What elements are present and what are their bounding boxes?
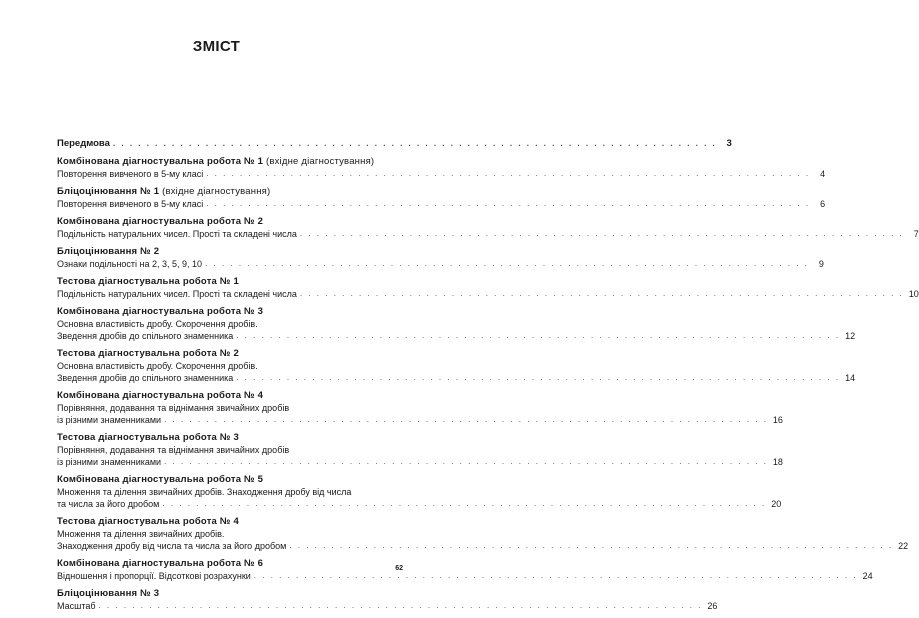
dot-leader: . . . . . . . . . . . . . . . . . . . . . . . . . . . . . . . . . . . . . . . . . . . . . . . . . . . . . . . . . . . . . . . . . . . . . . . . — [164, 415, 768, 424]
toc-text-line — [57, 258, 824, 270]
toc-heading-title: Комбінована діагностувальна робота № 1 — [57, 156, 264, 167]
toc-line-text: Зведення дробів до спільного знаменника — [57, 373, 234, 383]
toc-page-number: 4 — [820, 169, 826, 179]
toc-page-number: 12 — [845, 331, 856, 341]
toc-line-text: Зведення дробів до спільного знаменника — [57, 331, 234, 341]
toc-line-text: Основна властивість дробу. Скорочення дробів. — [57, 361, 258, 371]
toc-text-line — [57, 600, 718, 612]
toc-line-text: Порівняння, додавання та віднімання звичайних дробів — [57, 445, 290, 455]
toc-heading — [57, 186, 375, 198]
toc-text-line — [57, 372, 856, 384]
toc-page-number: 18 — [772, 457, 783, 467]
toc-entry — [57, 246, 824, 270]
toc-entry — [57, 276, 919, 300]
toc-heading — [57, 390, 375, 402]
toc-entry — [57, 432, 783, 468]
toc-line-text: із різними знаменниками — [57, 415, 162, 425]
toc-text-line — [57, 168, 826, 180]
toc-text-line — [57, 456, 783, 468]
toc-line-text: Відношення і пропорції. Відсоткові розрахунки — [57, 571, 251, 581]
toc-line-text: Множення та ділення звичайних дробів. — [57, 529, 225, 539]
toc-heading — [57, 348, 375, 360]
toc-heading — [57, 432, 375, 444]
toc-heading — [57, 306, 375, 318]
toc-heading — [57, 516, 375, 528]
dot-leader: . . . . . . . . . . . . . . . . . . . . . . . . . . . . . . . . . . . . . . . . . . . . . . . . . . . . . . . . . . . . . . . . . . . . . . . . — [206, 199, 811, 208]
toc-heading-title: Тестова діагностувальна робота № 3 — [57, 432, 239, 443]
dot-leader: . . . . . . . . . . . . . . . . . . . . . . . . . . . . . . . . . . . . . . . . . . . . . . . . . . . . . . . . . . . . . . . . . . . . . . . . — [299, 229, 904, 238]
toc-entry — [57, 186, 826, 210]
toc-entry — [57, 348, 856, 384]
toc-text-line — [57, 498, 782, 510]
toc-heading-title: Бліцоцінювання № 3 — [57, 588, 160, 599]
dot-leader: . . . . . . . . . . . . . . . . . . . . . . . . . . . . . . . . . . . . . . . . . . . . . . . . . . . . . . . . . . . . . . . . . . . . . . . . — [164, 457, 768, 466]
toc-text-line — [57, 486, 375, 498]
toc-entry — [57, 516, 909, 552]
dot-leader: . . . . . . . . . . . . . . . . . . . . . . . . . . . . . . . . . . . . . . . . . . . . . . . . . . . . . . . . . . . . . . . . . . . . . . . . — [206, 169, 811, 178]
toc-heading-note: (вхідне діагностування) — [263, 156, 375, 167]
toc-entry — [57, 138, 732, 150]
toc-page-number: 16 — [772, 415, 783, 425]
toc-heading-title: Тестова діагностувальна робота № 4 — [57, 516, 239, 527]
toc-heading-title: Комбінована діагностувальна робота № 4 — [57, 390, 264, 401]
toc-line-text: та числа за його дробом — [57, 499, 160, 509]
toc-line-text: Масштаб — [57, 601, 96, 611]
toc-heading-title: Тестова діагностувальна робота № 2 — [57, 348, 239, 359]
toc-entry — [57, 390, 783, 426]
toc-page-number: 7 — [913, 229, 919, 239]
toc-line-text: Повторення вивченого в 5-му класі — [57, 199, 204, 209]
toc-text-line — [57, 528, 375, 540]
toc-text-line — [57, 360, 375, 372]
toc-page-number: 20 — [771, 499, 782, 509]
dot-leader: . . . . . . . . . . . . . . . . . . . . . . . . . . . . . . . . . . . . . . . . . . . . . . . . . . . . . . . . . . . . . . . . . . . . . . . . — [162, 499, 767, 508]
page-title: ЗМІСТ — [192, 38, 241, 55]
dot-leader: . . . . . . . . . . . . . . . . . . . . . . . . . . . . . . . . . . . . . . . . . . . . . . . . . . . . . . . . . . . . . . . . . . . . . . . . — [205, 259, 809, 268]
toc-line-text: Подільність натуральних чисел. Прості та складені числа — [57, 289, 297, 299]
toc-text-line — [57, 570, 873, 582]
toc-page-number: 22 — [898, 541, 909, 551]
toc-heading-title: Комбінована діагностувальна робота № 6 — [57, 558, 264, 569]
toc-page-number: 14 — [845, 373, 856, 383]
toc-heading-title: Тестова діагностувальна робота № 1 — [57, 276, 239, 287]
toc-heading — [57, 156, 375, 168]
toc-line-text: Знаходження дробу від числа та числа за його дробом — [57, 541, 287, 551]
toc-heading-line — [57, 138, 732, 150]
toc-line-text: Порівняння, додавання та віднімання звичайних дробів — [57, 403, 290, 413]
toc-line-text: Ознаки подільності на 2, 3, 5, 9, 10 — [57, 259, 203, 269]
toc-text-line — [57, 444, 375, 456]
toc-page-number: 10 — [908, 289, 919, 299]
toc-heading-title: Комбінована діагностувальна робота № 2 — [57, 216, 264, 227]
dot-leader: . . . . . . . . . . . . . . . . . . . . . . . . . . . . . . . . . . . . . . . . . . . . . . . . . . . . . . . . . . . . . . . . . . . . . . . . — [98, 601, 703, 610]
toc-line-text: Основна властивість дробу. Скорочення дробів. — [57, 319, 258, 329]
toc-heading — [57, 474, 375, 486]
dot-leader: . . . . . . . . . . . . . . . . . . . . . . . . . . . . . . . . . . . . . . . . . . . . . . . . . . . . . . . . . . . . . . . . . . . . . . . . — [236, 331, 841, 340]
toc-heading — [57, 276, 375, 288]
toc-page-number: 24 — [862, 571, 873, 581]
toc-text-line — [57, 402, 375, 414]
toc-entry — [57, 156, 826, 180]
toc-line-text: Подільність натуральних чисел. Прості та складені числа — [57, 229, 297, 239]
toc-text-line — [57, 228, 919, 240]
toc-text-line — [57, 288, 919, 300]
dot-leader: . . . . . . . . . . . . . . . . . . . . . . . . . . . . . . . . . . . . . . . . . . . . . . . . . . . . . . . . . . . . . . . . . . . . . . . . — [299, 289, 904, 298]
toc-page-number: 9 — [818, 259, 824, 269]
dot-leader: . . . . . . . . . . . . . . . . . . . . . . . . . . . . . . . . . . . . . . . . . . . . . . . . . . . . . . . . . . . . . . . . . . . . . . . . — [253, 571, 858, 580]
toc-text-line — [57, 414, 783, 426]
toc-page-number: 26 — [707, 601, 718, 611]
toc-entry — [57, 306, 856, 342]
toc-heading-title: Комбінована діагностувальна робота № 5 — [57, 474, 264, 485]
toc-entry — [57, 474, 782, 510]
toc-line-text: Множення та ділення звичайних дробів. Знаходження дробу від числа — [57, 487, 352, 497]
toc-heading — [57, 588, 375, 600]
toc-heading: Передмова — [57, 138, 110, 149]
toc-heading-title: Бліцоцінювання № 2 — [57, 246, 160, 257]
dot-leader: . . . . . . . . . . . . . . . . . . . . . . . . . . . . . . . . . . . . . . . . . . . . . . . . . . . . . . . . . . . . . . . . . . . . . . . . — [289, 541, 894, 550]
toc-heading — [57, 216, 375, 228]
toc-line-text: із різними знаменниками — [57, 457, 162, 467]
toc-text-line — [57, 318, 375, 330]
toc-text-line — [57, 540, 909, 552]
toc-heading-note: (вхідне діагностування) — [159, 186, 271, 197]
toc-heading-title: Бліцоцінювання № 1 — [57, 186, 160, 197]
toc-text-line — [57, 198, 826, 210]
toc-page-number: 3 — [726, 138, 732, 149]
toc-page-number: 6 — [820, 199, 826, 209]
toc-line-text: Повторення вивченого в 5-му класі — [57, 169, 204, 179]
toc-heading-title: Комбінована діагностувальна робота № 3 — [57, 306, 264, 317]
page-number: 62 — [395, 565, 403, 572]
dot-leader: . . . . . . . . . . . . . . . . . . . . . . . . . . . . . . . . . . . . . . . . . . . . . . . . . . . . . . . . . . . . . . . . . . . . . . . . — [112, 139, 717, 148]
toc-heading — [57, 558, 375, 570]
toc-entry — [57, 216, 919, 240]
toc-entry — [57, 588, 718, 612]
toc-text-line — [57, 330, 856, 342]
toc-heading — [57, 246, 375, 258]
dot-leader: . . . . . . . . . . . . . . . . . . . . . . . . . . . . . . . . . . . . . . . . . . . . . . . . . . . . . . . . . . . . . . . . . . . . . . . . — [236, 373, 841, 382]
